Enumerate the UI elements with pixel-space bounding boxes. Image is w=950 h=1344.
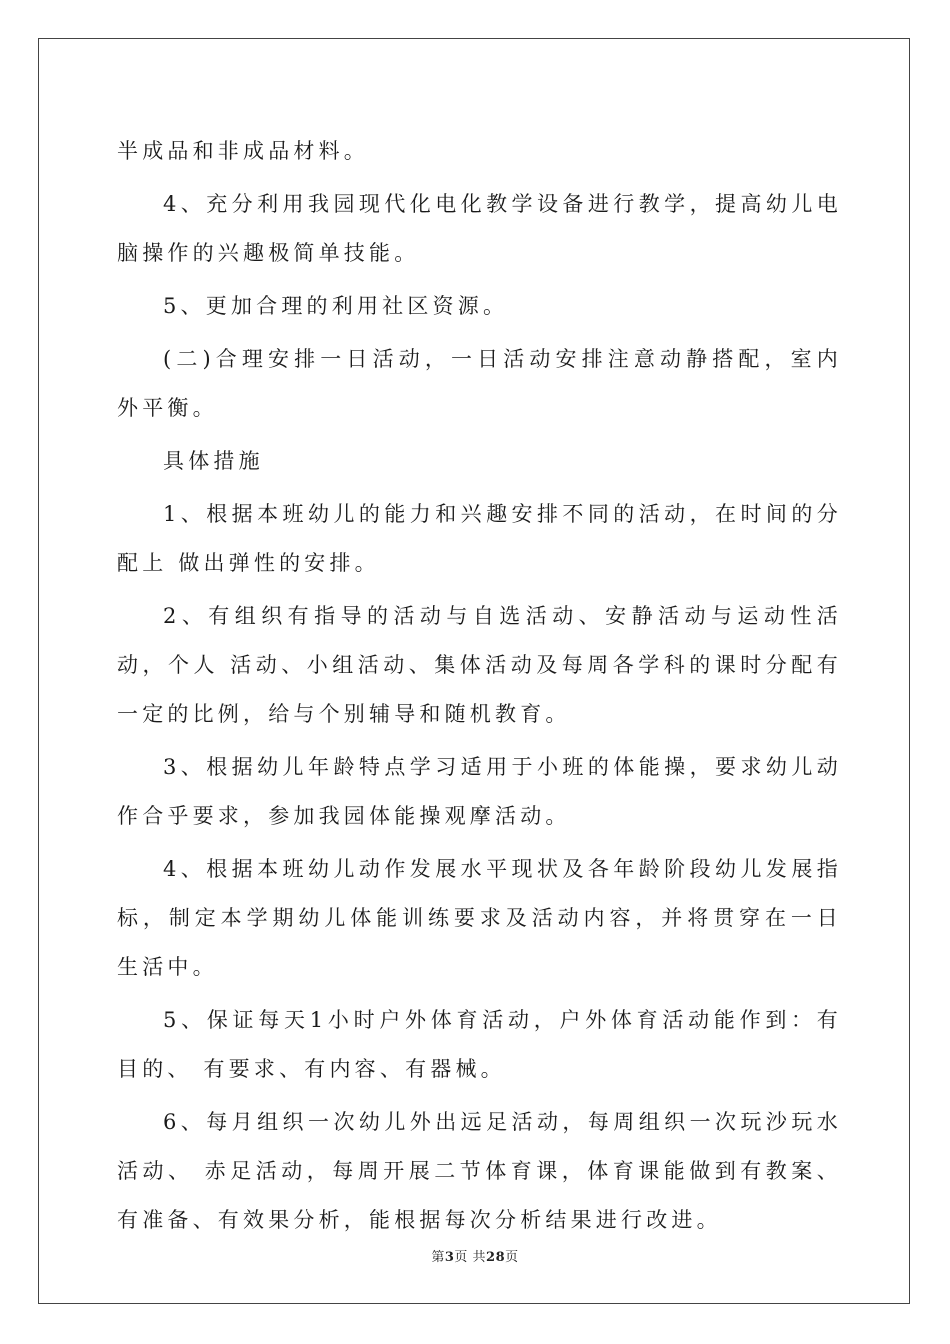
paragraph-6: 1、根据本班幼儿的能力和兴趣安排不同的活动，在时间的分配上 做出弹性的安排。	[117, 502, 842, 575]
page-suffix: 页	[505, 1250, 519, 1265]
paragraph-3: 5、更加合理的利用社区资源。	[163, 294, 509, 318]
page-current: 3	[444, 1250, 455, 1265]
page-prefix: 第	[431, 1250, 445, 1265]
paragraph-9: 4、根据本班幼儿动作发展水平现状及各年龄阶段幼儿发展指标，制定本学期幼儿体能训练要求及活动内容，并将贯穿在一日生活中。	[117, 857, 842, 979]
page-footer	[0, 1246, 950, 1265]
paragraph-7: 2、有组织有指导的活动与自选活动、安静活动与运动性活动，个人 活动、小组活动、集体活动及每周各学科的课时分配有一定的比例，给与个别辅导和随机教育。	[117, 604, 842, 726]
page-mid: 页 共	[454, 1250, 487, 1265]
paragraph-2: 4、充分利用我园现代化电化教学设备进行教学，提高幼儿电脑操作的兴趣极简单技能。	[117, 192, 842, 265]
paragraph-10: 5、保证每天1小时户外体育活动，户外体育活动能作到：有目的、 有要求、有内容、有器械。	[117, 1008, 842, 1081]
paragraph-8: 3、根据幼儿年龄特点学习适用于小班的体能操，要求幼儿动作合乎要求，参加我园体能操观摩活动。	[117, 755, 842, 828]
page-total: 28	[486, 1250, 506, 1265]
paragraph-4: (二)合理安排一日活动，一日活动安排注意动静搭配，室内外平衡。	[117, 347, 842, 420]
document-body	[117, 127, 842, 1245]
paragraph-11: 6、每月组织一次幼儿外出远足活动，每周组织一次玩沙玩水活动、 赤足活动，每周开展二节体育课，体育课能做到有教案、有准备、有效果分析，能根据每次分析结果进行改进。	[117, 1110, 842, 1232]
paragraph-1: 半成品和非成品材料。	[117, 139, 369, 163]
section-heading: 具体措施	[163, 449, 264, 473]
